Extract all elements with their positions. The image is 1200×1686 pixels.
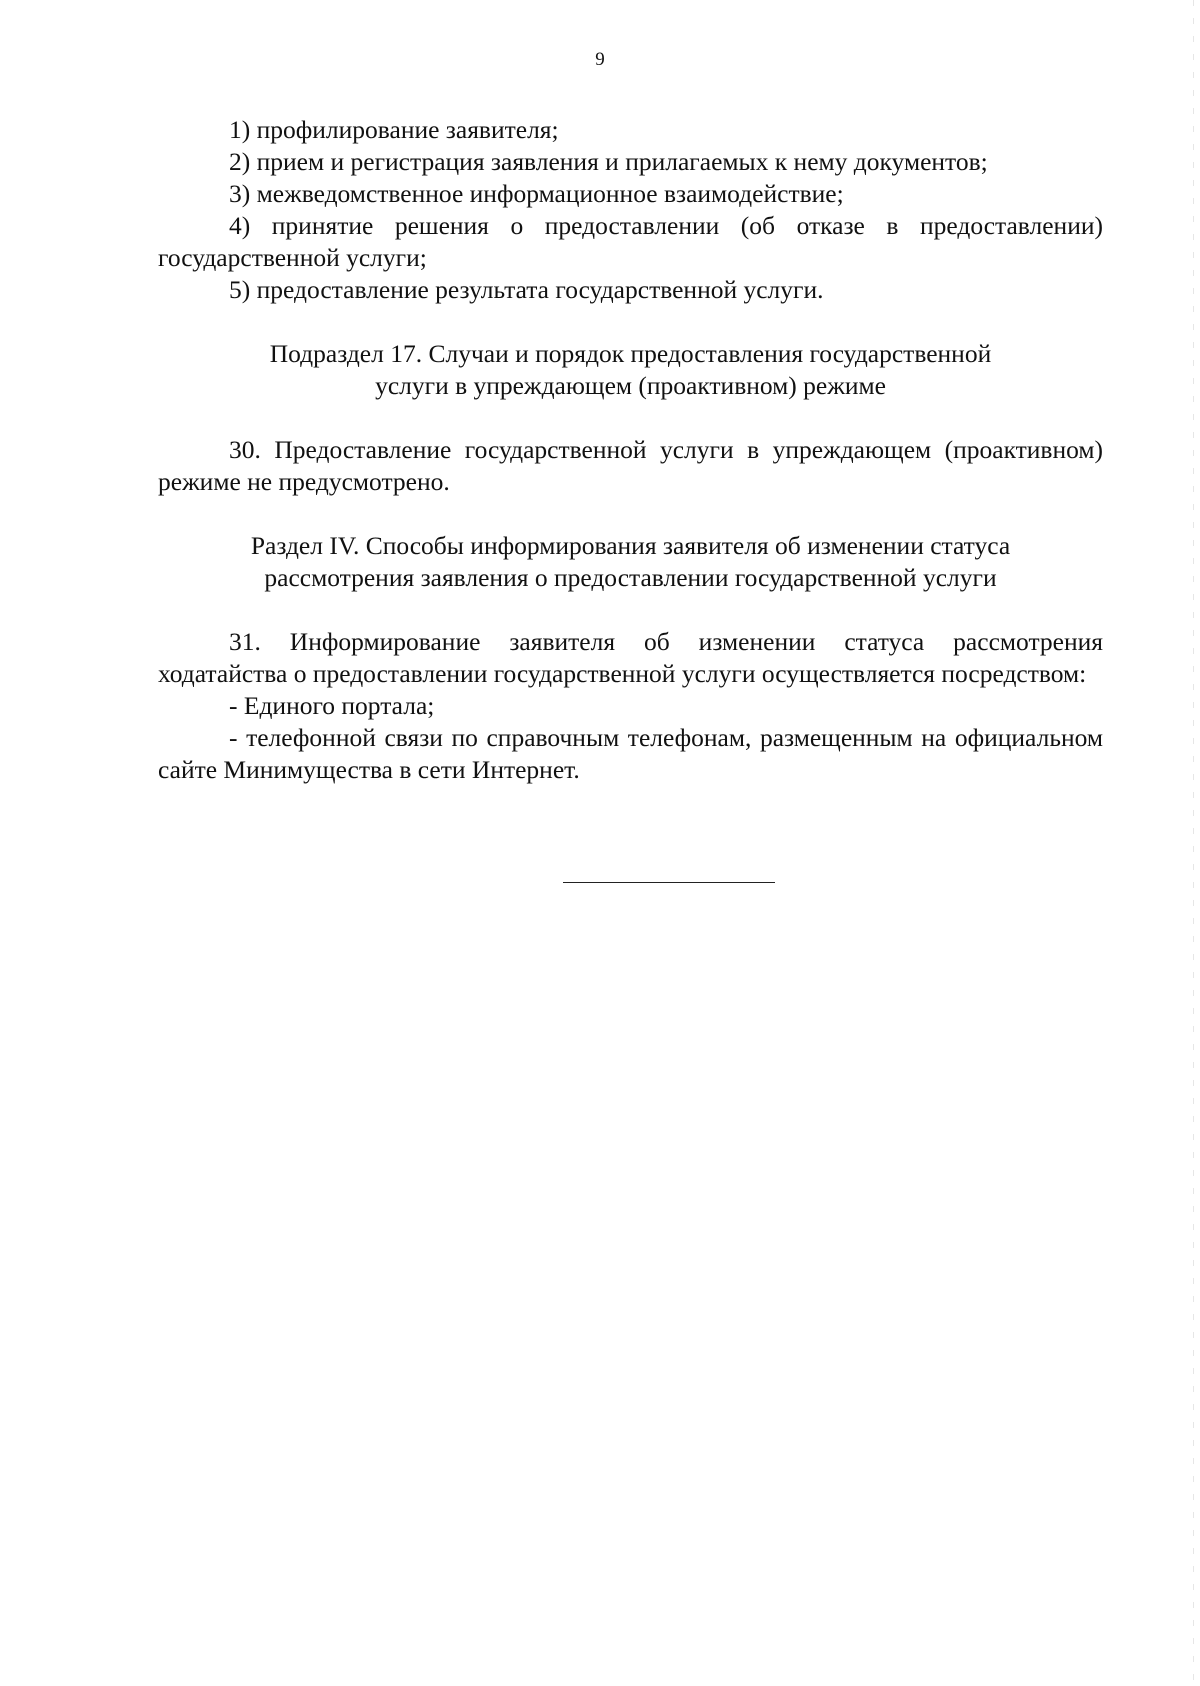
spacer [158,594,1103,626]
paragraph-30: 30. Предоставление государственной услуги в упреждающем (проактивном) режиме не предусмотрено. [158,435,1103,496]
list-item-2: 2) прием и регистрация заявления и прилагаемых к нему документов; [229,147,988,176]
spacer [158,402,1103,434]
page-number: 9 [595,49,605,70]
section-4-heading [158,530,1103,594]
section-4-heading-line-1: Раздел IV. Способы информирования заявителя об изменении статуса [250,531,1011,560]
list-item-4: 4) принятие решения о предоставлении (об отказе в предоставлении) государственной услуги; [158,211,1103,272]
channel-item-2: - телефонной связи по справочным телефонам, размещенным на официальном сайте Минимущества в сети Интернет. [158,723,1103,784]
list-item-1: 1) профилирование заявителя; [229,115,559,144]
spacer [158,498,1103,530]
spacer [158,306,1103,338]
subsection-17-heading [158,338,1103,402]
list-item-5: 5) предоставление результата государственной услуги. [229,275,824,304]
paragraph-31: 31. Информирование заявителя об изменении статуса рассмотрения ходатайства о предоставлении государственной услуги осуществляется посредством: [158,627,1103,688]
list-item-3: 3) межведомственное информационное взаимодействие; [229,179,844,208]
section-4-heading-line-2: рассмотрения заявления о предоставлении государственной услуги [264,563,997,592]
subsection-17-heading-line-1: Подраздел 17. Случаи и порядок предоставления государственной [269,339,992,368]
closing-rule [563,882,775,883]
subsection-17-heading-line-2: услуги в упреждающем (проактивном) режиме [375,371,886,400]
scan-edge [1193,0,1194,1686]
document-body [158,114,1103,786]
channel-item-1: - Единого портала; [229,691,435,720]
